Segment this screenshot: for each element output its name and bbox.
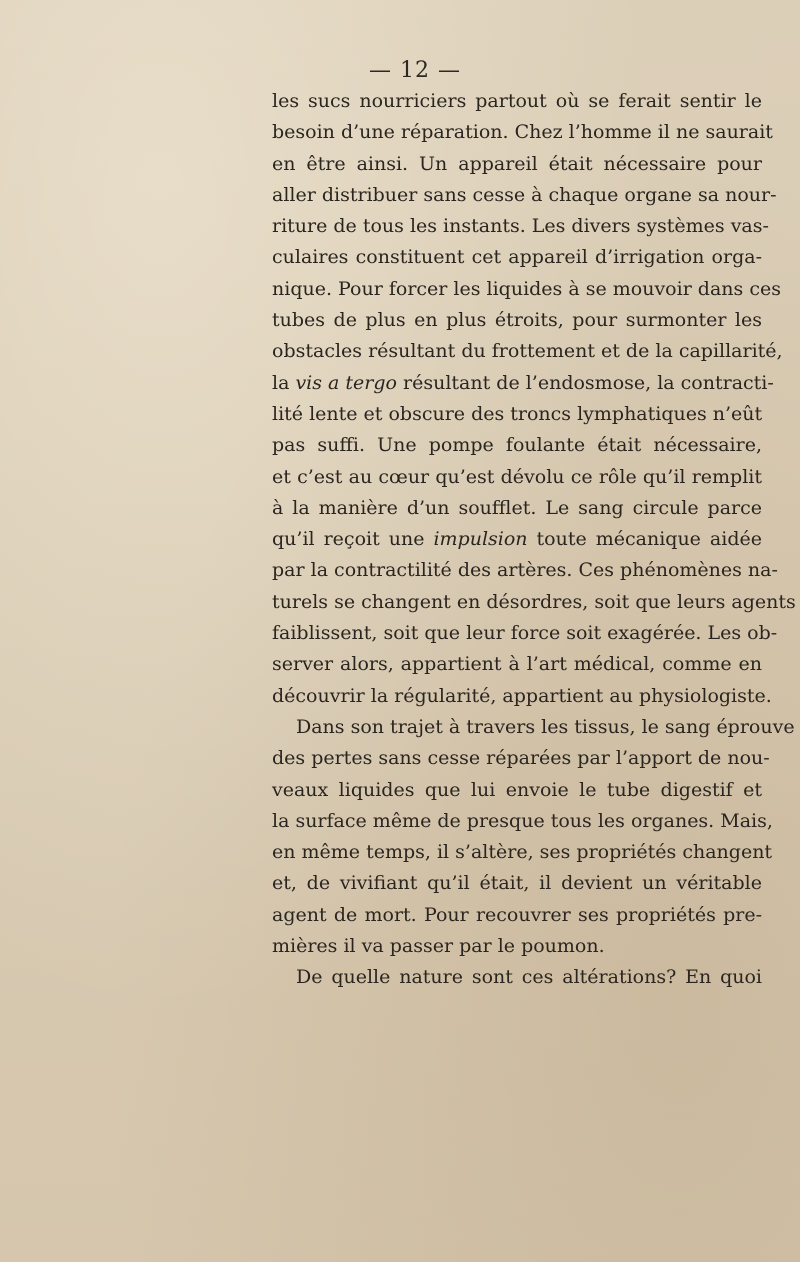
text-line	[272, 368, 774, 399]
text-line: riture de tous les instants. Les divers systèmes vas-	[272, 215, 769, 238]
text-line: obstacles résultant du frottement et de la capillarité,	[272, 340, 783, 363]
text-line: agent de mort. Pour recouvrer ses propriétés pre-	[272, 903, 762, 926]
text-line: tubes de plus en plus étroits, pour surmonter les	[272, 309, 762, 332]
text-line: lité lente et obscure des troncs lymphatiques n’eût	[272, 402, 763, 425]
text-segment: la	[272, 371, 296, 394]
page-number: — 12 —	[369, 58, 461, 83]
text-line: pas suffi. Une pompe foulante était nécessaire,	[272, 434, 762, 457]
text-line	[272, 524, 762, 555]
text-line: aller distribuer sans cesse à chaque organe sa nour-	[272, 183, 777, 206]
text-line: Dans son trajet à travers les tissus, le sang éprouve	[296, 715, 795, 738]
text-line: culaires constituent cet appareil d’irrigation orga-	[272, 246, 762, 269]
text-line: mières il va passer par le poumon.	[272, 935, 605, 958]
text-line: De quelle nature sont ces altérations? En quoi	[296, 966, 762, 989]
text-line: les sucs nourriciers partout où se ferait sentir le	[272, 90, 762, 112]
text-segment: qu’il reçoit une	[272, 528, 434, 551]
text-line: veaux liquides que lui envoie le tube digestif et	[272, 778, 762, 801]
text-line: faiblissent, soit que leur force soit exagérée. Les ob-	[272, 622, 778, 645]
body-text	[272, 86, 796, 994]
text-line: turels se changent en désordres, soit que leurs agents	[272, 590, 796, 613]
italic-phrase: impulsion	[433, 528, 528, 551]
text-line: server alors, appartient à l’art médical, comme en	[272, 653, 762, 676]
text-line: par la contractilité des artères. Ces phénomènes na-	[272, 559, 778, 582]
text-line: découvrir la régularité, appartient au physiologiste.	[272, 684, 772, 707]
text-line: la surface même de presque tous les organes. Mais,	[272, 809, 773, 832]
text-line: en être ainsi. Un appareil était nécessaire pour	[272, 152, 762, 175]
text-line: et, de vivifiant qu’il était, il devient un véritable	[272, 872, 762, 895]
text-line: en même temps, il s’altère, ses propriétés changent	[272, 841, 773, 864]
italic-phrase: vis a tergo	[295, 371, 397, 394]
text-segment: résultant de l’endosmose, la contracti-	[396, 371, 774, 394]
text-segment: toute mécanique aidée	[527, 528, 762, 551]
text-line: à la manière d’un soufflet. Le sang circule parce	[272, 496, 762, 519]
text-line: et c’est au cœur qu’est dévolu ce rôle qu’il remplit	[272, 465, 762, 488]
text-line: besoin d’une réparation. Chez l’homme il ne saurait	[272, 121, 773, 144]
text-line: nique. Pour forcer les liquides à se mouvoir dans ces	[272, 277, 781, 300]
text-line: des pertes sans cesse réparées par l’apport de nou-	[272, 747, 770, 770]
